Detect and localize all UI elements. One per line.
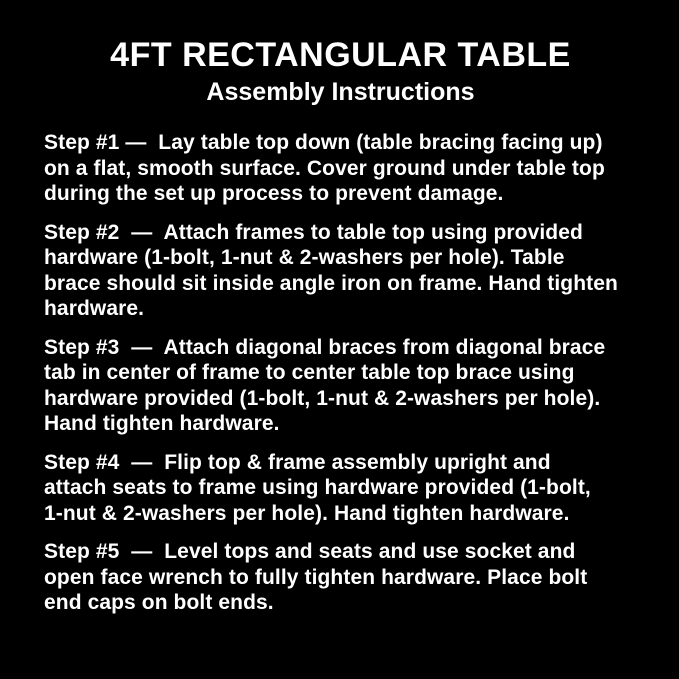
page-subtitle: Assembly Instructions [206,78,475,106]
step-line: brace should sit inside angle iron on frame. Hand tighten [44,271,618,295]
page-title: 4FT RECTANGULAR TABLE [110,36,571,74]
step-line: on a flat, smooth surface. Cover ground under table top [44,156,605,180]
step-4-paragraph [44,450,643,527]
step-line: Step #4 — Flip top & frame assembly upright and [44,450,551,474]
step-line: Step #5 — Level tops and seats and use socket and [44,540,576,563]
step-line: Step #1 — Lay table top down (table bracing facing up) [44,131,603,154]
step-line: Step #2 — Attach frames to table top using provided [44,220,583,244]
step-line: tab in center of frame to center table top brace using [44,361,575,384]
step-line: end caps on bolt ends. [44,591,274,614]
step-line: 1-nut & 2-washers per hole). Hand tighten hardware. [44,501,570,525]
step-line: Hand tighten hardware. [44,412,280,435]
step-line: hardware provided (1-bolt, 1-nut & 2-washers per hole). [44,386,601,410]
step-2-paragraph [44,220,643,322]
step-3-paragraph [44,335,643,437]
step-line: during the set up process to prevent damage. [44,182,504,205]
step-line: hardware (1-bolt, 1-nut & 2-washers per hole). Table [44,246,565,269]
step-5-paragraph [44,539,643,616]
step-line: hardware. [44,297,145,320]
step-line: Step #3 — Attach diagonal braces from diagonal brace [44,335,606,359]
step-1-paragraph [44,130,643,207]
step-line: attach seats to frame using hardware provided (1-bolt, [44,476,591,499]
step-line: open face wrench to fully tighten hardware. Place bolt [44,565,588,589]
